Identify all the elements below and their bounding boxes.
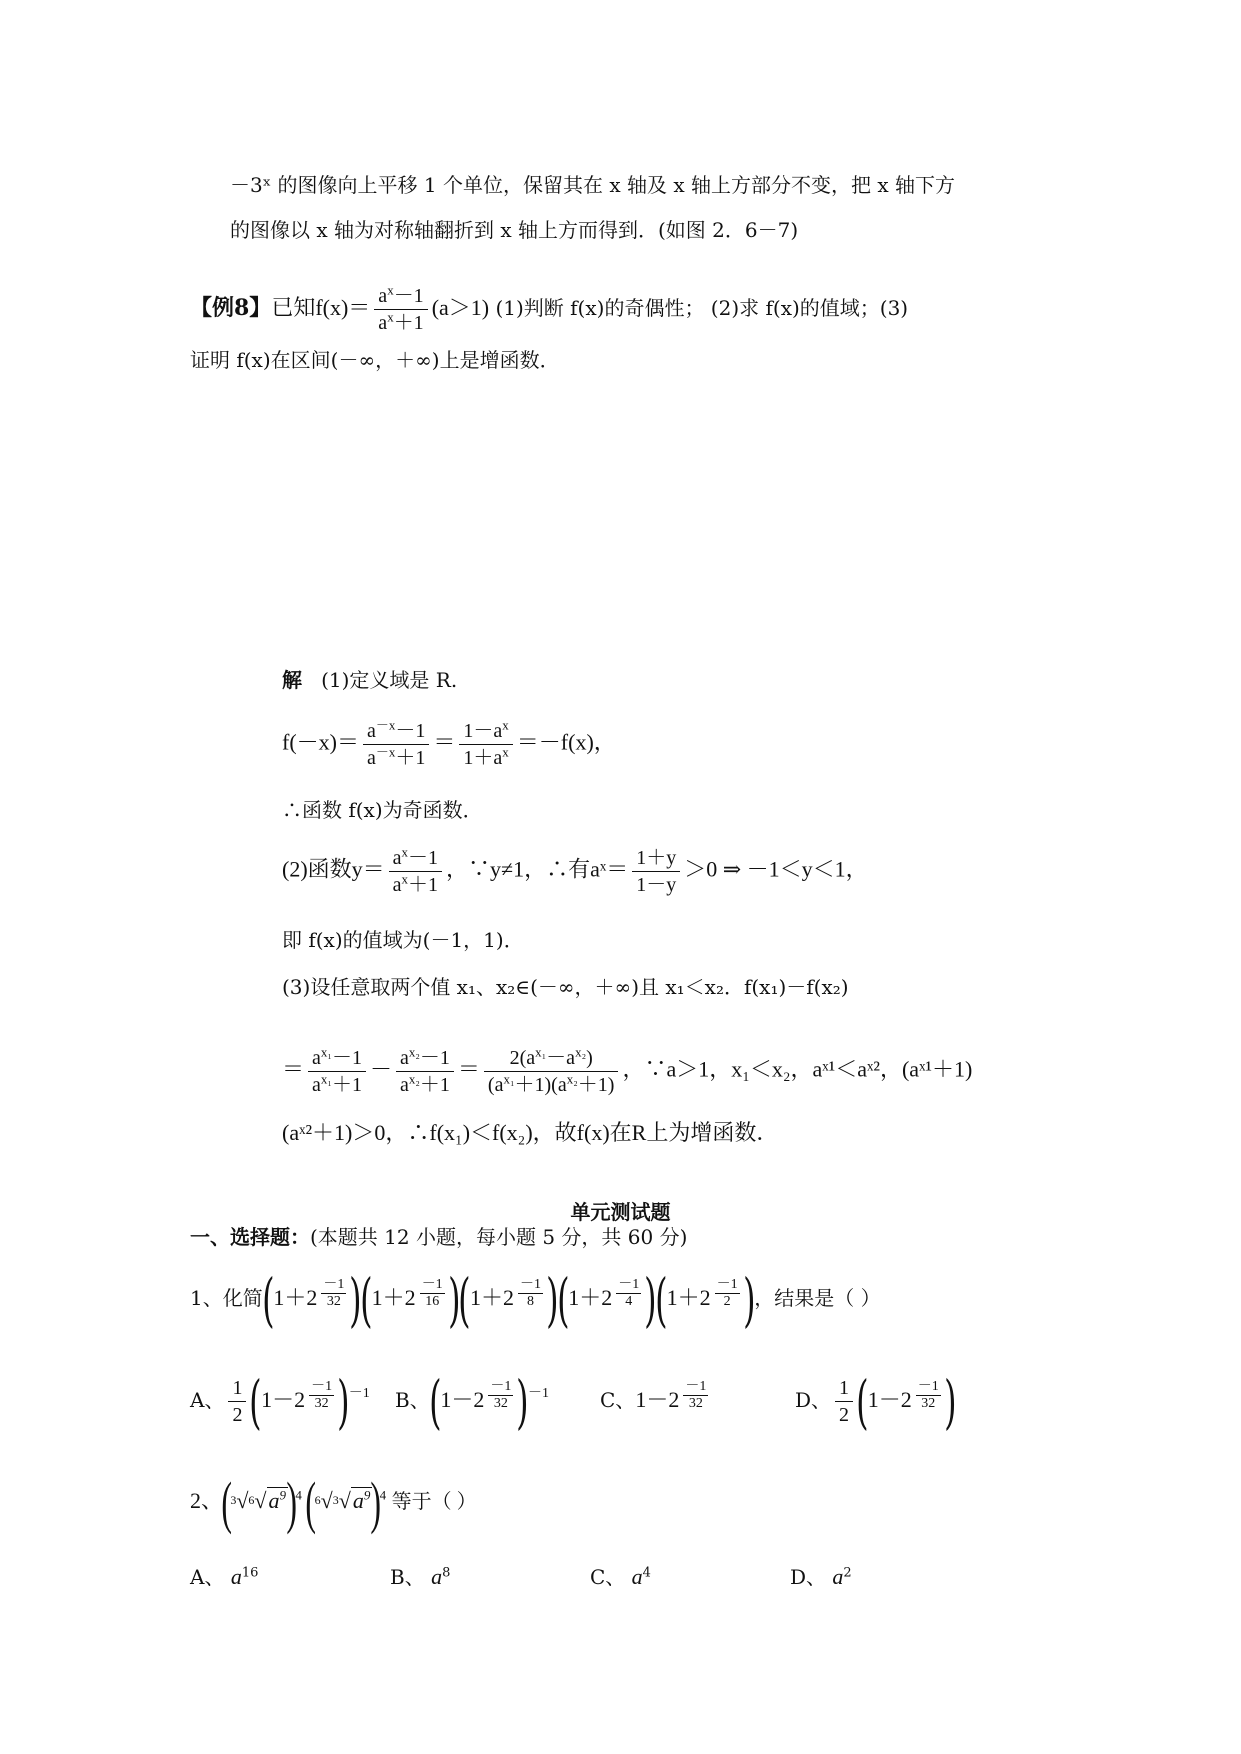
eq-left: f(－x)＝ xyxy=(282,729,359,755)
example-8-statement xyxy=(190,283,908,336)
q1-option-a[interactable]: A、 $\frac{1}{2}$ (1－2 $\frac{-1}{32}$ )－1 xyxy=(190,1367,370,1436)
option-label: B、 xyxy=(395,1388,430,1412)
option-exponent: 2 xyxy=(843,1565,852,1581)
section-heading xyxy=(190,1222,687,1252)
intro-line-2: 的图像以 x 轴为对称轴翻折到 x 轴上方而得到．(如图 2．6－7) xyxy=(230,218,799,242)
example-fraction: $\frac{a^x-1}{a^x+1}$ xyxy=(374,283,427,336)
solution-odd-equation: f(－x)＝ $\frac{a^{-x}-1}{a^{-x}+1}$ ＝ $\frac{1-a^x}{1+a^x}$ ＝－f(x)， xyxy=(282,717,616,769)
solution-step-1 xyxy=(282,665,457,695)
solution-domain: (1)定义域是 R. xyxy=(321,668,458,692)
q2-option-c[interactable]: C、 $a^4$ xyxy=(590,1564,651,1589)
q1-factor: (1＋2 $\frac{-1}{2}$ ) xyxy=(655,1265,756,1334)
unit-test-title: 单元测试题 xyxy=(570,1200,671,1224)
question-1 xyxy=(190,1265,881,1334)
option-label: C、 xyxy=(590,1565,626,1589)
q1-factor: (1＋2 $\frac{-1}{8}$ ) xyxy=(458,1265,559,1334)
q1-factor: (1＋2 $\frac{-1}{32}$ ) xyxy=(261,1265,362,1334)
solution-monotonic-equation: ＝ $\frac{a^{x_1}-1}{a^{x_1}+1}$ － $\frac{a^{x_2}-1}{a^{x_2}+1}$ ＝ $\frac{2(a^{x_1}-a^{x_2})}{(a^{x_1}+1)(a^{x_2}+1)}$ ，∵a＞1，x₁＜x₂，aˣ¹＜aˣ²，(aˣ¹＋1) xyxy=(282,1044,973,1096)
mono-eq-right: ，∵a＞1，x₁＜x₂，aˣ¹＜aˣ²，(aˣ¹＋1) xyxy=(622,1056,973,1082)
example-8-line-2: 证明 f(x)在区间(－∞，＋∞)上是增函数． xyxy=(190,348,560,372)
section-label: 一、选择题： xyxy=(190,1225,310,1249)
option-label: B、 xyxy=(390,1565,425,1589)
q2-option-b[interactable]: B、 $a^8$ xyxy=(390,1564,451,1589)
option-label: A、 xyxy=(190,1565,225,1589)
question-2: 2、$(^3√^6√a^9)^4$ $(^6√^3√a^9)^4$ 等于（ ） xyxy=(190,1469,477,1535)
q2-number: 2、 xyxy=(190,1488,224,1513)
option-exponent: 4 xyxy=(642,1565,651,1581)
q2-tail: 等于（ ） xyxy=(391,1491,477,1513)
range-eq-b: ，∵y≠1，∴有aˣ＝ xyxy=(446,856,629,882)
example-condition: (a＞1) xyxy=(431,295,490,320)
solution-label: 解 xyxy=(282,668,302,692)
option-label: A、 xyxy=(190,1388,225,1412)
example-parts: (1)判断 f(x)的奇偶性； (2)求 f(x)的值域；(3) xyxy=(495,296,909,320)
q1-factor: (1＋2 $\frac{-1}{4}$ ) xyxy=(556,1265,657,1334)
option-label: C、 xyxy=(600,1388,636,1412)
q1-option-d[interactable]: D、 $\frac{1}{2}$ (1－2 $\frac{-1}{32}$ ) xyxy=(795,1367,957,1436)
q1-option-b[interactable]: B、(1－2 $\frac{-1}{32}$ )－1 xyxy=(395,1367,549,1436)
q1-option-c[interactable]: C、1－2 $\frac{-1}{32}$ xyxy=(600,1379,707,1412)
solution-range-conclusion: 即 f(x)的值域为(－1，1)． xyxy=(282,928,524,952)
solution-monotonic-conclusion: (aˣ²＋1)＞0，∴f(x₁)＜f(x₂)，故f(x)在R上为增函数． xyxy=(282,1120,779,1145)
q1-tail: ，结果是（ ） xyxy=(754,1286,881,1310)
option-exponent: 16 xyxy=(241,1565,259,1581)
range-eq-a: (2)函数y＝ xyxy=(282,856,385,882)
example-label: 【例8】 xyxy=(190,295,272,321)
option-exponent: 8 xyxy=(442,1565,451,1581)
solution-step-3: (3)设任意取两个值 x₁、x₂∈(－∞，＋∞)且 x₁＜x₂．f(x₁)－f(x₂) xyxy=(282,975,849,999)
q1-number: 1、化简 xyxy=(190,1286,263,1310)
option-label: D、 xyxy=(790,1565,827,1589)
q2-option-d[interactable]: D、 $a^2$ xyxy=(790,1564,852,1589)
q2-option-a[interactable]: A、 $a^{16}$ xyxy=(190,1564,259,1589)
solution-odd-conclusion: ∴函数 f(x)为奇函数． xyxy=(282,798,483,822)
section-note: (本题共 12 小题，每小题 5 分，共 60 分) xyxy=(310,1225,688,1249)
q1-factors xyxy=(261,1265,756,1334)
intro-line-1: －3ˣ 的图像向上平移 1 个单位，保留其在 x 轴及 x 轴上方部分不变，把 x 轴下方 xyxy=(230,173,955,197)
eq-right: ＝－f(x)， xyxy=(516,729,616,755)
option-label: D、 xyxy=(795,1388,832,1412)
example-function-prefix: 已知f(x)＝ xyxy=(271,295,371,320)
range-eq-c: ＞0 ⇒ －1＜y＜1， xyxy=(684,856,868,882)
q1-factor: (1＋2 $\frac{-1}{16}$ ) xyxy=(360,1265,461,1334)
solution-range-equation: (2)函数y＝ $\frac{a^x-1}{a^x+1}$ ，∵y≠1，∴有aˣ＝ $\frac{1+y}{1-y}$ ＞0 ⇒ －1＜y＜1， xyxy=(282,844,868,896)
